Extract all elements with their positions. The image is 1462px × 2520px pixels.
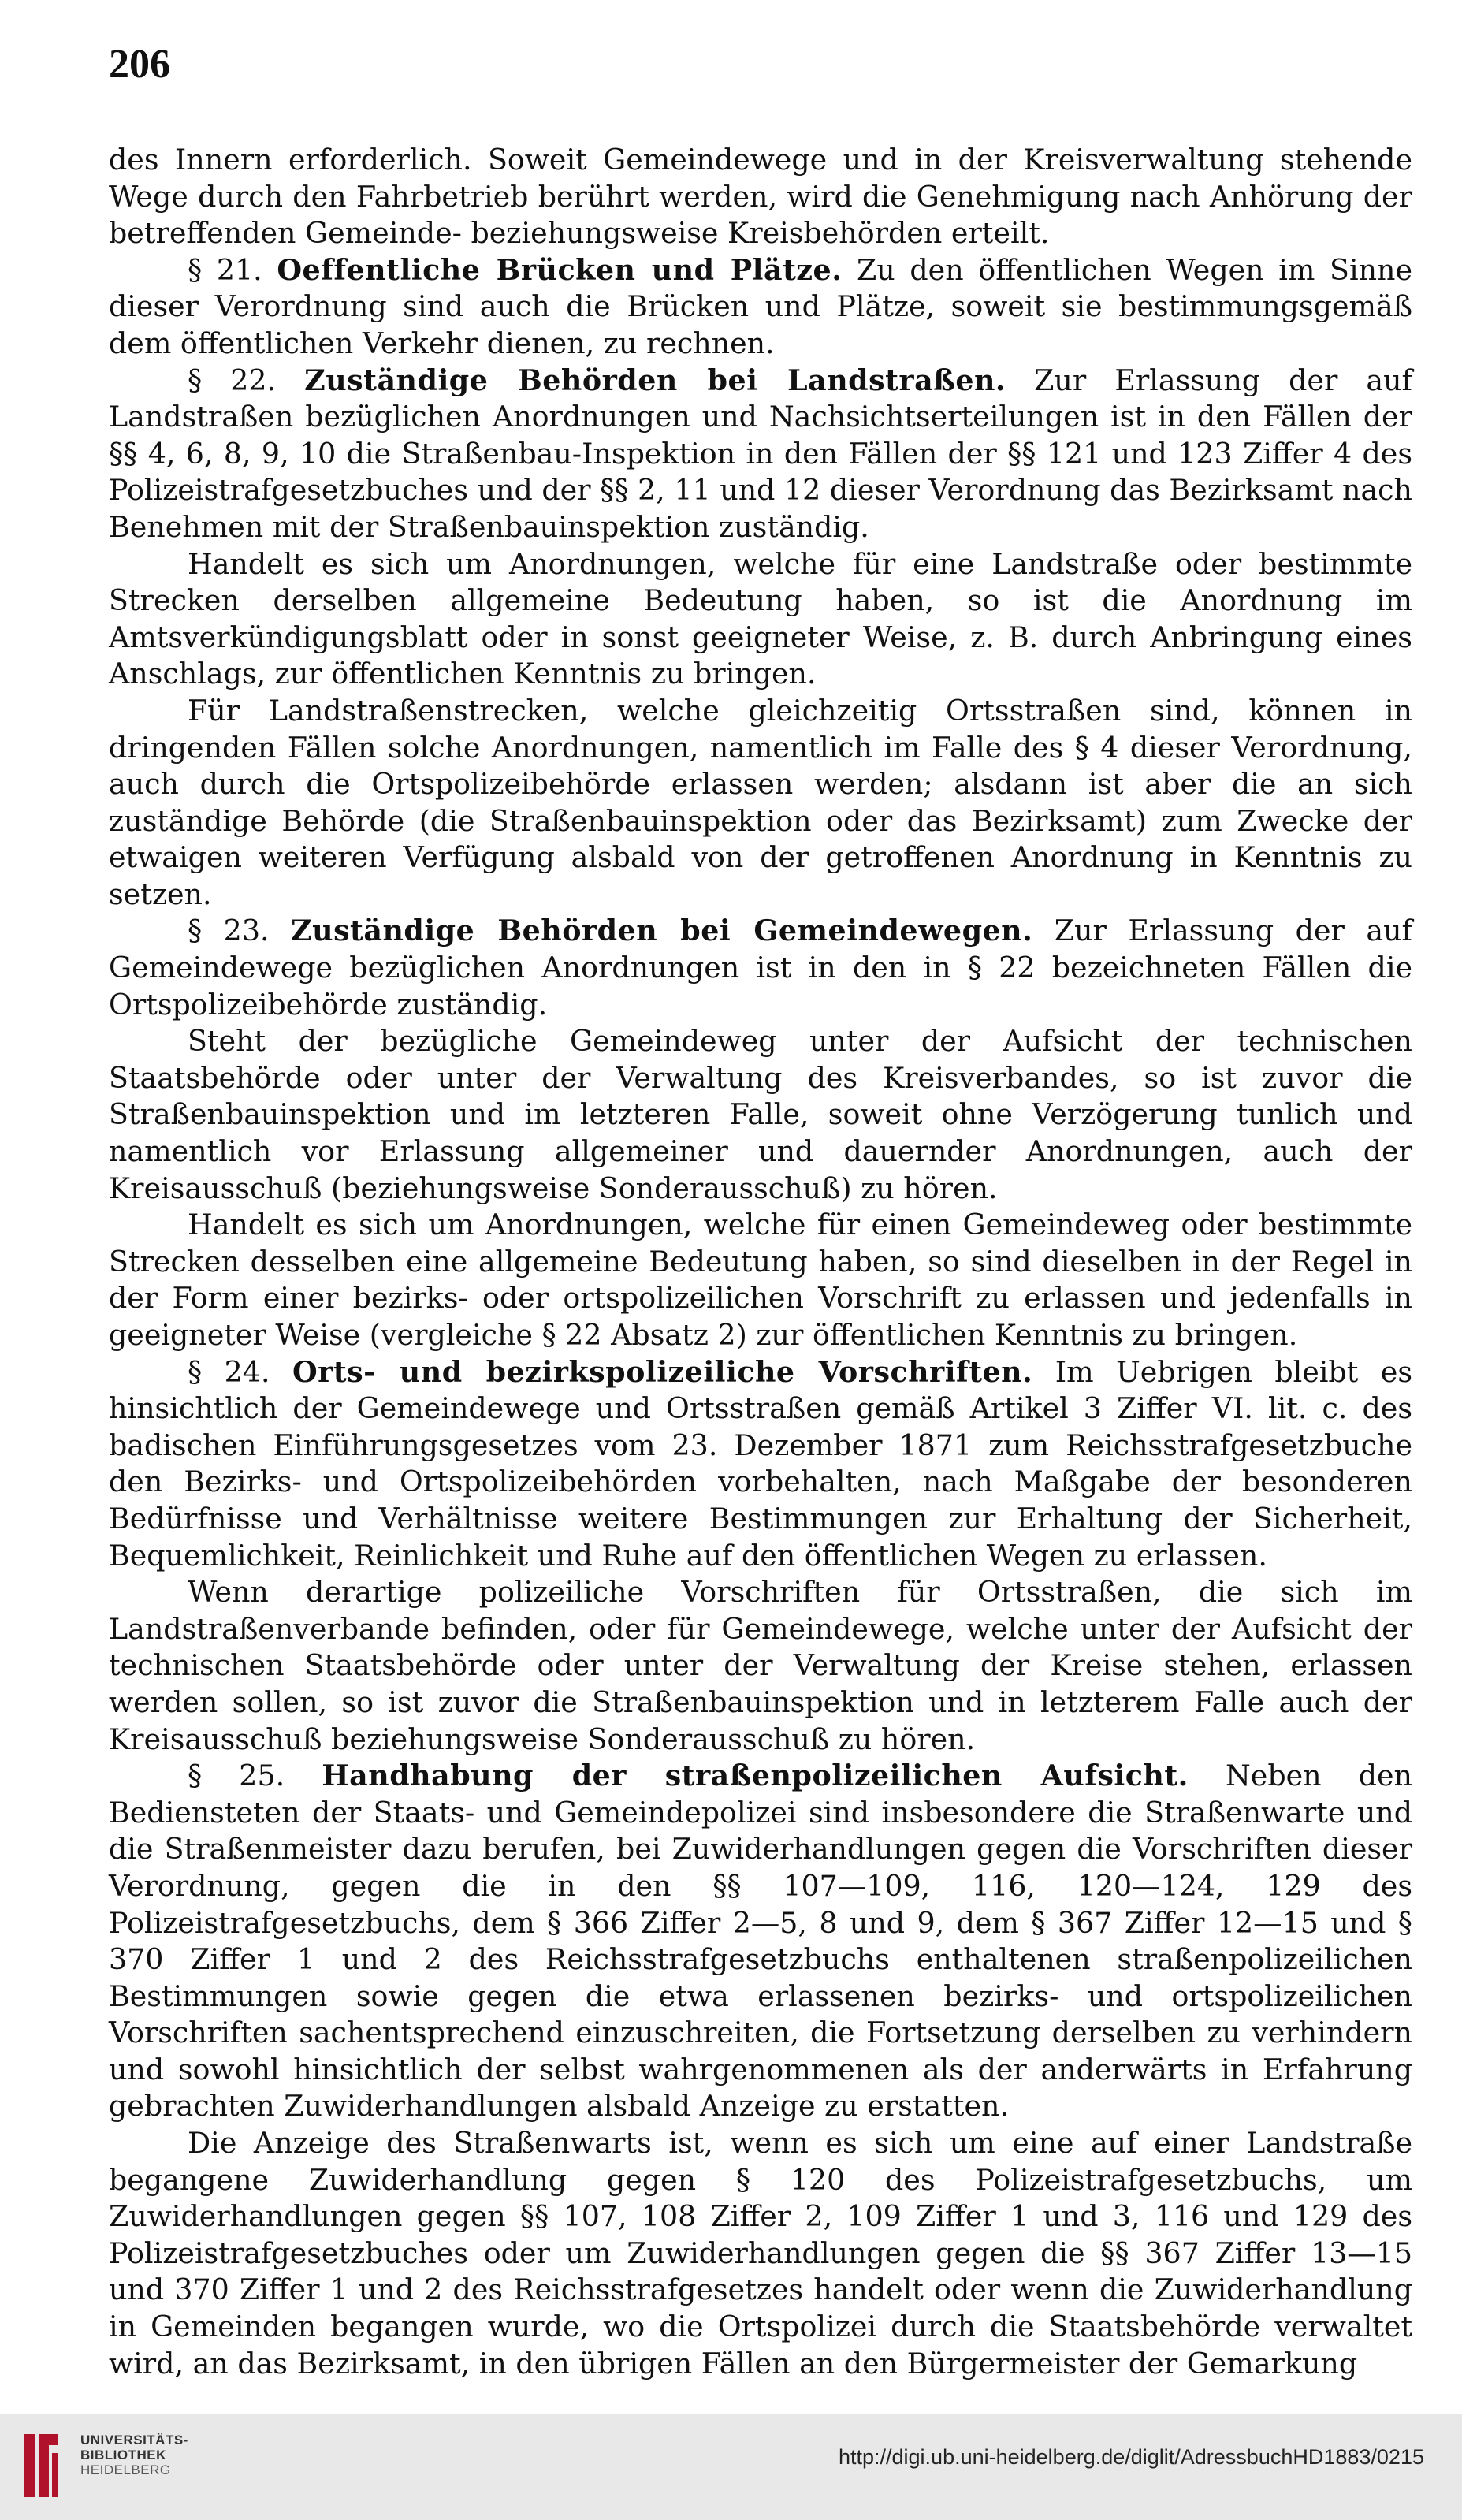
library-name-line3: HEIDELBERG (80, 2462, 171, 2477)
section-number: § 22. (188, 363, 277, 397)
body-paragraph (109, 693, 1412, 914)
section-number: § 21. (188, 252, 262, 287)
section-title: Zuständige Behörden bei Gemeindewegen. (291, 914, 1033, 948)
section-paragraph (109, 1758, 1412, 2125)
paragraph-text: Zur Erlassung der auf Landstraßen bezüglichen Anordnungen und Nachsichtserteilungen ist in den Fällen der §§ 4, 6, 8, 9, 10 die Straßenbau-Inspektion in den Fällen der §§ 121 und 123 Ziffer 4 des Polizeistrafgesetzbuches und der §§ 2, 11 und 12 dieser Verordnung das Bezirksamt nach Benehmen mit der Straßenbauinspektion zuständig. (109, 363, 1412, 544)
body-paragraph (109, 1023, 1412, 1207)
body-paragraph (109, 142, 1412, 252)
paragraph-text: Steht der bezügliche Gemeindeweg unter der Aufsicht der technischen Staatsbehörde oder unter der Verwaltung des Kreisverbandes, so ist zuvor die Straßenbauinspektion und im letzteren Falle, soweit ohne Verzögerung tunlich und namentlich vor Erlassung allgemeiner und dauernder Anordnungen, auch der Kreisausschuß (beziehungsweise Sonderausschuß) zu hören. (109, 1024, 1412, 1205)
body-paragraph (109, 546, 1412, 693)
paragraph-text: Handelt es sich um Anordnungen, welche für eine Landstraße oder bestimmte Strecken derselben allgemeine Bedeutung haben, so ist die Anordnung im Amtsverkündigungsblatt oder in sonst geeigneter Weise, z. B. durch Anbringung eines Anschlags, zur öffentlichen Kenntnis zu bringen. (109, 546, 1412, 691)
source-url-link[interactable]: http://digi.ub.uni-heidelberg.de/diglit/AdressbuchHD1883/0215 (838, 2445, 1424, 2469)
page-number: 206 (109, 42, 170, 87)
paragraph-text: Neben den Bediensteten der Staats- und Gemeindepolizei sind insbesondere die Straßenwarte und die Straßenmeister dazu berufen, bei Zuwiderhandlungen gegen die Vorschriften dieser Verordnung, gegen die in den §§ 107—109, 116, 120—124, 129 des Polizeistrafgesetzbuchs, dem § 366 Ziffer 2—5, 8 und 9, dem § 367 Ziffer 12—15 und § 370 Ziffer 1 und 2 des Reichsstrafgesetzbuchs enthaltenen straßenpolizeilichen Bestimmungen sowie gegen die etwa erlassenen bezirks- und ortspolizeilichen Vorschriften sachentsprechend einzuschreiten, die Fortsetzung derselben zu verhindern und sowohl hinsichtlich der selbst wahrgenommenen als der anderwärts in Erfahrung gebrachten Zuwiderhandlungen alsbald Anzeige zu erstatten. (109, 1759, 1412, 2124)
paragraph-text: Handelt es sich um Anordnungen, welche für einen Gemeindeweg oder bestimmte Strecken desselben eine allgemeine Bedeutung haben, so sind dieselben in der Regel in der Form einer bezirks- oder ortspolizeilichen Vorschrift zu erlassen und jedenfalls in geeigneter Weise (vergleiche § 22 Absatz 2) zur öffentlichen Kenntnis zu bringen. (109, 1208, 1412, 1352)
section-title: Oeffentliche Brücken und Plätze. (277, 252, 843, 287)
section-title: Handhabung der straßenpolizeilichen Aufsicht. (322, 1759, 1189, 1793)
body-paragraph (109, 1574, 1412, 1758)
section-title: Orts- und bezirkspolizeiliche Vorschriften. (292, 1354, 1033, 1389)
library-name (80, 2433, 188, 2477)
paragraph-text: Für Landstraßenstrecken, welche gleichzeitig Ortsstraßen sind, können in dringenden Fällen solche Anordnungen, namentlich im Falle des § 4 dieser Verordnung, auch durch die Ortspolizeibehörde erlassen werden; alsdann ist aber die an sich zuständige Behörde (die Straßenbauinspektion oder das Bezirksamt) zum Zwecke der etwaigen weiteren Verfügung alsbald von der getroffenen Anordnung in Kenntnis zu setzen. (109, 693, 1412, 911)
section-paragraph (109, 1354, 1412, 1575)
section-number: § 24. (188, 1354, 270, 1389)
paragraph-text: Wenn derartige polizeiliche Vorschriften für Ortsstraßen, die sich im Landstraßenverbande befinden, oder für Gemeindewege, welche unter der Aufsicht der technischen Staatsbehörde oder unter der Verwaltung der Kreise stehen, erlassen werden sollen, so ist zuvor die Straßenbauinspektion und in letzterem Falle auch der Kreisausschuß beziehungsweise Sonderausschuß zu hören. (109, 1575, 1412, 1756)
section-paragraph (109, 252, 1412, 363)
body-paragraph (109, 1207, 1412, 1353)
university-logo-icon (17, 2426, 65, 2505)
section-number: § 25. (188, 1759, 285, 1793)
paragraph-text: des Innern erforderlich. Soweit Gemeindewege und in der Kreisverwaltung stehende Wege durch den Fahrbetrieb berührt werden, wird die Genehmigung nach Anhörung der betreffenden Gemeinde- beziehungsweise Kreisbehörden erteilt. (109, 143, 1412, 251)
section-title: Zuständige Behörden bei Landstraßen. (304, 363, 1006, 397)
paragraph-text: Im Uebrigen bleibt es hinsichtlich der Gemeindewege und Ortsstraßen gemäß Artikel 3 Ziffer VI. lit. c. des badischen Einführungsgesetzes vom 23. Dezember 1871 zum Reichsstrafgesetzbuche den Bezirks- und Ortspolizeibehörden vorbehalten, nach Maßgabe der besonderen Bedürfnisse und Verhältnisse weitere Bestimmungen zur Erhaltung der Sicherheit, Bequemlichkeit, Reinlichkeit und Ruhe auf den öffentlichen Wegen zu erlassen. (109, 1354, 1412, 1573)
library-name-line1: UNIVERSITÄTS- (80, 2433, 188, 2447)
library-name-line2: BIBLIOTHEK (80, 2447, 166, 2462)
section-paragraph (109, 363, 1412, 546)
paragraph-text: Zur Erlassung der auf Gemeindewege bezüglichen Anordnungen ist in den in § 22 bezeichneten Fällen die Ortspolizeibehörde zuständig. (109, 914, 1412, 1022)
paragraph-text: Die Anzeige des Straßenwarts ist, wenn es sich um eine auf einer Landstraße begangene Zuwiderhandlung gegen § 120 des Polizeistrafgesetzbuchs, um Zuwiderhandlungen gegen §§ 107, 108 Ziffer 2, 109 Ziffer 1 und 3, 116 und 129 des Polizeistrafgesetzbuches oder um Zuwiderhandlungen gegen die §§ 367 Ziffer 13—15 und 370 Ziffer 1 und 2 des Reichsstrafgesetzes handelt oder wenn die Zuwiderhandlung in Gemeinden begangen wurde, wo die Ortspolizei durch die Staatsbehörde verwaltet wird, an das Bezirksamt, in den übrigen Fällen an den Bürgermeister der Gemarkung (109, 2126, 1412, 2380)
body-paragraph (109, 2125, 1412, 2382)
section-number: § 23. (188, 914, 270, 948)
section-paragraph (109, 913, 1412, 1023)
document-body (109, 142, 1412, 2382)
paragraph-text: Zu den öffentlichen Wegen im Sinne dieser Verordnung sind auch die Brücken und Plätze, soweit sie bestimmungsgemäß dem öffentlichen Verkehr dienen, zu rechnen. (109, 252, 1412, 360)
